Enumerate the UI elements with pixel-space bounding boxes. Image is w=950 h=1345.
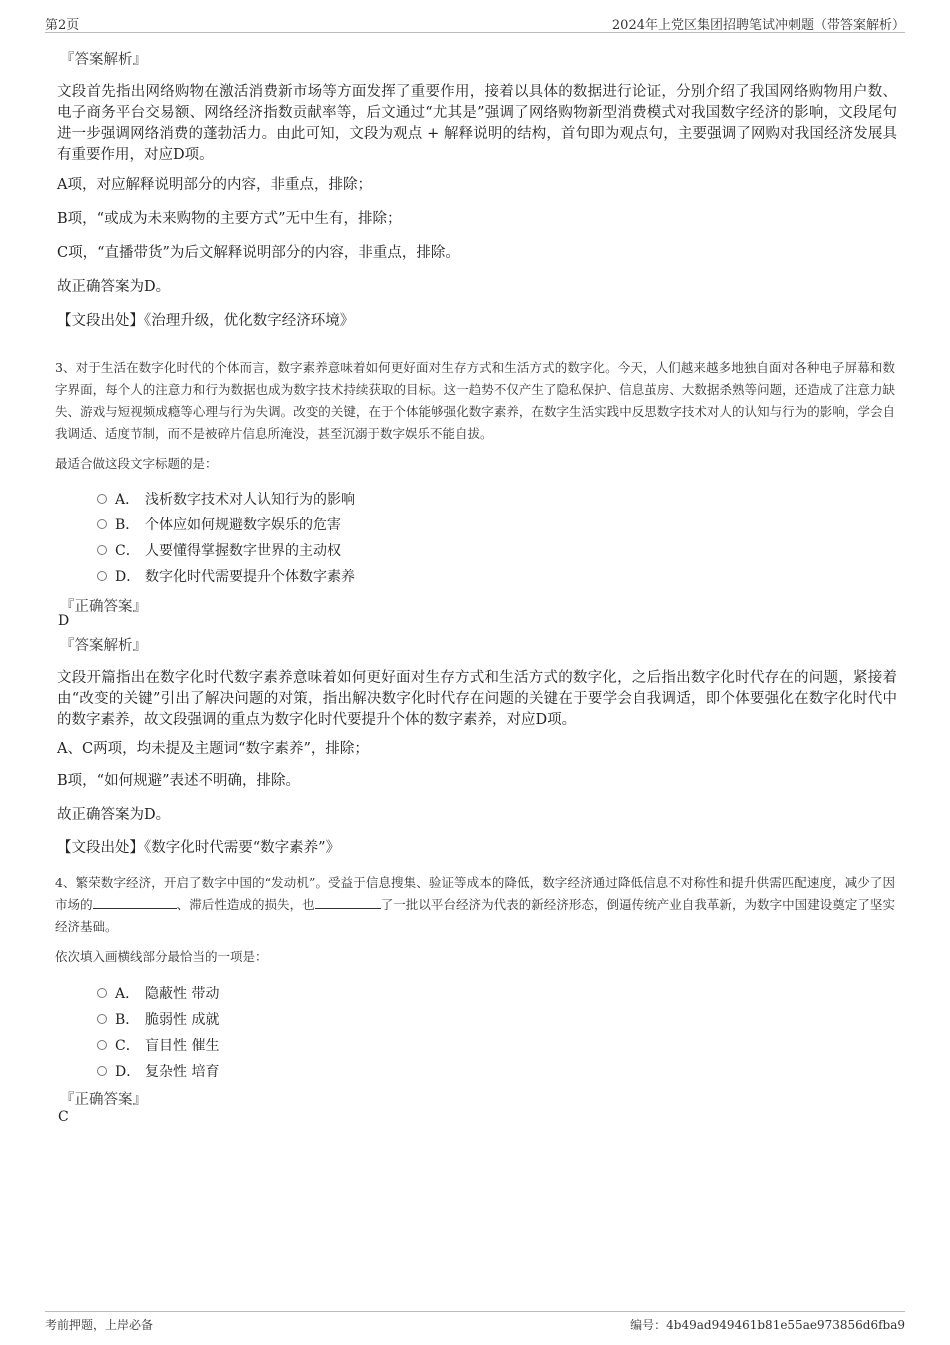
- q3-option-c[interactable]: C． 人要懂得掌握数字世界的主动权: [97, 540, 341, 560]
- q4-answer-label: 『正确答案』: [60, 1092, 147, 1108]
- document-title: 2024年上党区集团招聘笔试冲刺题（带答案解析）: [611, 18, 905, 33]
- blank-2: [315, 896, 381, 909]
- radio-icon[interactable]: [97, 1014, 107, 1024]
- q4-question-text: 4、繁荣数字经济，开启了数字中国的“发动机”。受益于信息搜集、验证等成本的降低，数字经济通过降低信息不对称性和提升供需匹配速度，减少了因市场的 、滞后性造成的损失，也 了一批以平台经济为代表的新经济形态，倒逼传统产业自我革新，为数字中国建设奠定了坚实经济基础。: [55, 875, 895, 934]
- q2-analysis-a: A项，对应解释说明部分的内容，非重点，排除；: [57, 177, 372, 193]
- q3-option-b[interactable]: B． 个体应如何规避数字娱乐的危害: [97, 514, 341, 534]
- q4-option-d[interactable]: D． 复杂性 培育: [97, 1061, 219, 1081]
- q2-source: 【文段出处】《治理升级，优化数字经济环境》: [57, 313, 355, 329]
- radio-icon[interactable]: [97, 571, 107, 581]
- q3-analysis-label: 『答案解析』: [60, 638, 147, 654]
- q2-conclusion: 故正确答案为D。: [57, 279, 171, 295]
- q4-option-a[interactable]: A． 隐蔽性 带动: [97, 983, 219, 1003]
- q3-prompt: 最适合做这段文字标题的是：: [55, 456, 218, 471]
- page-footer: [45, 1311, 905, 1337]
- q4-option-c[interactable]: C． 盲目性 催生: [97, 1035, 219, 1055]
- q3-conclusion: 故正确答案为D。: [57, 807, 171, 823]
- page-number: 第2页: [45, 18, 80, 33]
- radio-icon[interactable]: [97, 1066, 107, 1076]
- q2-analysis-paragraph: 文段首先指出网络购物在激活消费新市场等方面发挥了重要作用，接着以具体的数据进行论证，分别介绍了我国网络购物用户数、电子商务平台交易额、网络经济指数贡献率等，后文通过“尤其是”强调了网络购物新型消费模式对我国数字经济的影响，文段尾句进一步强调网络消费的蓬勃活力。由此可知，文段为观点 + 解释说明的结构，首句即为观点句，主要强调了网购对我国经济发展具有重要作用，对应D项。: [57, 84, 897, 163]
- document-id: 编号：4b49ad949461b81e55ae973856d6fba9: [630, 1318, 905, 1332]
- radio-icon[interactable]: [97, 988, 107, 998]
- q4-prompt: 依次填入画横线部分最恰当的一项是：: [55, 949, 268, 964]
- q3-analysis-paragraph: 文段开篇指出在数字化时代数字素养意味着如何更好面对生存方式和生活方式的数字化，之后指出数字化时代存在的问题，紧接着由“改变的关键”引出了解决问题的对策，指出解决数字化时代存在问题的关键在于要学会自我调适，即个体要强化在数字化时代中的数字素养，故文段强调的重点为数字化时代要提升个体的数字素养，对应D项。: [57, 670, 897, 728]
- q3-analysis-ac: A、C两项，均未提及主题词“数字素养”，排除；: [57, 741, 369, 757]
- q3-analysis-b: B项，“如何规避”表述不明确，排除。: [57, 773, 300, 789]
- q4-answer: C: [58, 1109, 69, 1125]
- q3-answer: D: [58, 613, 70, 629]
- page-header: [45, 14, 905, 33]
- radio-icon[interactable]: [97, 545, 107, 555]
- q2-analysis-label: 『答案解析』: [60, 52, 147, 68]
- radio-icon[interactable]: [97, 519, 107, 529]
- footer-slogan: 考前押题，上岸必备: [45, 1318, 154, 1332]
- q4-option-b[interactable]: B． 脆弱性 成就: [97, 1009, 219, 1029]
- q3-source: 【文段出处】《数字化时代需要“数字素养”》: [57, 840, 341, 856]
- q3-question-text: 3、对于生活在数字化时代的个体而言，数字素养意味着如何更好面对生存方式和生活方式的数字化。今天，人们越来越多地独自面对各种电子屏幕和数字界面，每个人的注意力和行为数据也成为数字技术持续获取的目标。这一趋势不仅产生了隐私保护、信息茧房、大数据杀熟等问题，还造成了注意力缺失、游戏与短视频成瘾等心理与行为失调。改变的关键，在于个体能够强化数字素养，在数字生活实践中反思数字技术对人的认知与行为的影响，学会自我调适、适度节制，而不是被碎片信息所淹没，甚至沉溺于数字娱乐不能自拔。: [55, 360, 895, 441]
- blank-1: [93, 896, 177, 909]
- q2-analysis-c: C项，“直播带货”为后文解释说明部分的内容，非重点，排除。: [57, 245, 460, 261]
- q3-option-d[interactable]: D． 数字化时代需要提升个体数字素养: [97, 566, 355, 586]
- q3-option-a[interactable]: A． 浅析数字技术对人认知行为的影响: [97, 489, 355, 509]
- radio-icon[interactable]: [97, 494, 107, 504]
- radio-icon[interactable]: [97, 1040, 107, 1050]
- q2-analysis-b: B项，“或成为未来购物的主要方式”无中生有，排除；: [57, 211, 402, 227]
- q3-answer-label: 『正确答案』: [60, 599, 147, 615]
